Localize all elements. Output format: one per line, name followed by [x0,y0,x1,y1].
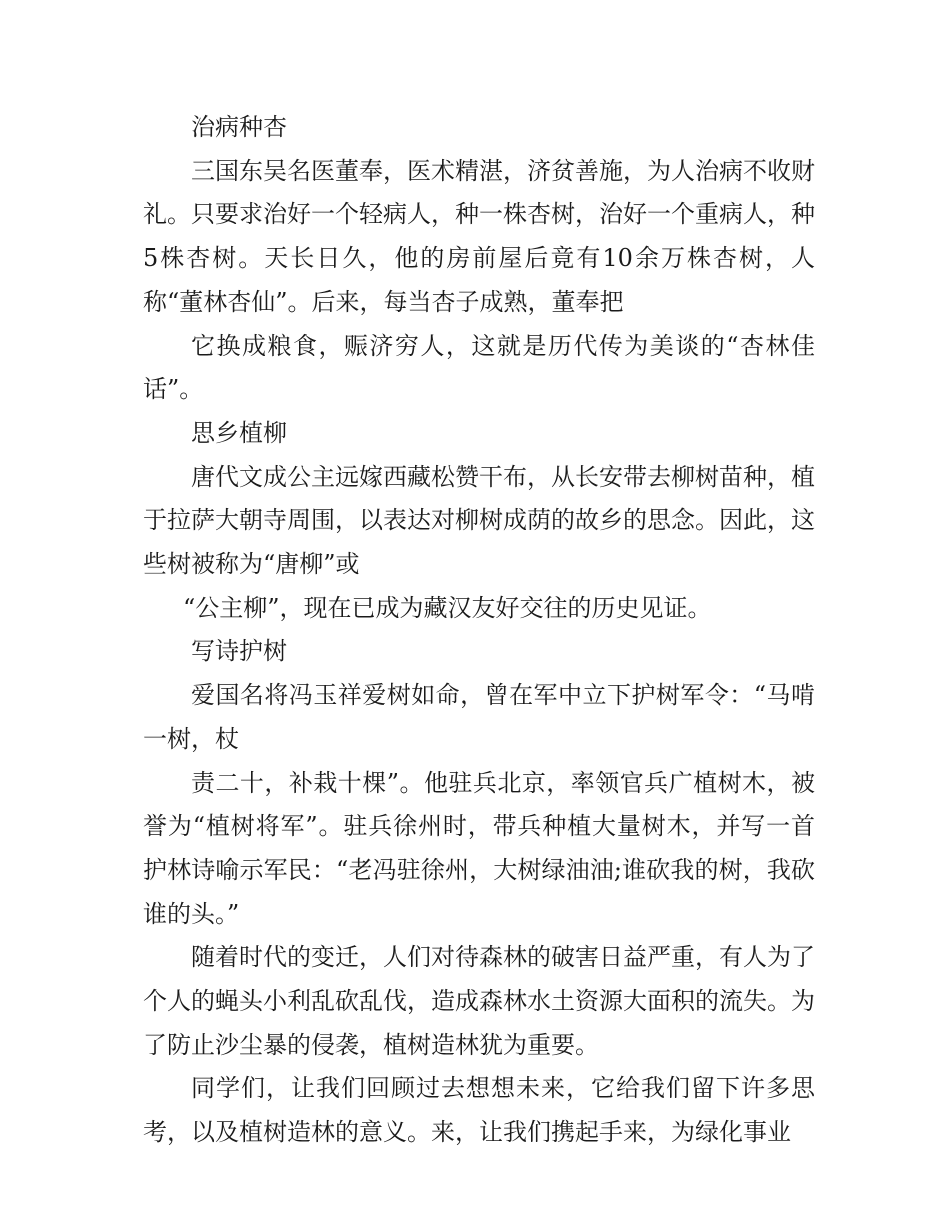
section-heading-willow: 思乡植柳 [191,418,287,447]
section-heading-poem: 写诗护树 [191,637,287,666]
paragraph-tree-general: 责二十，补栽十棵”。他驻兵北京，率领官兵广植树木，被誉为“植树将军”。驻兵徐州时，带兵种植大量树木，并写一首护林诗喻示军民：“老冯驻徐州，大树绿油油;谁砍我的树，我砍谁的头。” [143,768,815,928]
paragraph-feng-yuxiang: 爱国名将冯玉祥爱树如命，曾在军中立下护树军令：“马啃一树，杖 [143,681,815,753]
paragraph-deforestation: 随着时代的变迁，人们对待森林的破害日益严重，有人为了个人的蝇头小利乱砍乱伐，造成森林水土资源大面积的流失。为了防止沙尘暴的侵袭，植树造林犹为重要。 [143,943,815,1059]
paragraph-call-to-action: 同学们，让我们回顾过去想想未来，它给我们留下许多思考，以及植树造林的意义。来，让我们携起手来，为绿化事业 [143,1074,815,1147]
paragraph-princess-wencheng: 唐代文成公主远嫁西藏松赞干布，从长安带去柳树苗种，植于拉萨大朝寺周围，以表达对柳树成荫的故乡的思念。因此，这些树被称为“唐柳”或 [143,462,815,579]
section-heading-apricot: 治病种杏 [191,113,287,141]
document-body [143,106,815,1155]
paragraph-dong-feng: 三国东吴名医董奉，医术精湛，济贫善施，为人治病不收财礼。只要求治好一个轻病人，种一株杏树，治好一个重病人，种5株杏树。天长日久，他的房前屋后竟有10余万株杏树，人称“董林杏仙”。后来，每当杏子成熟，董奉把 [143,156,815,316]
paragraph-princess-willow: “公主柳”，现在已成为藏汉友好交往的历史见证。 [183,593,712,622]
paragraph-apricot-story-end: 它换成粮食，赈济穷人，这就是历代传为美谈的“杏林佳话”。 [143,331,815,404]
